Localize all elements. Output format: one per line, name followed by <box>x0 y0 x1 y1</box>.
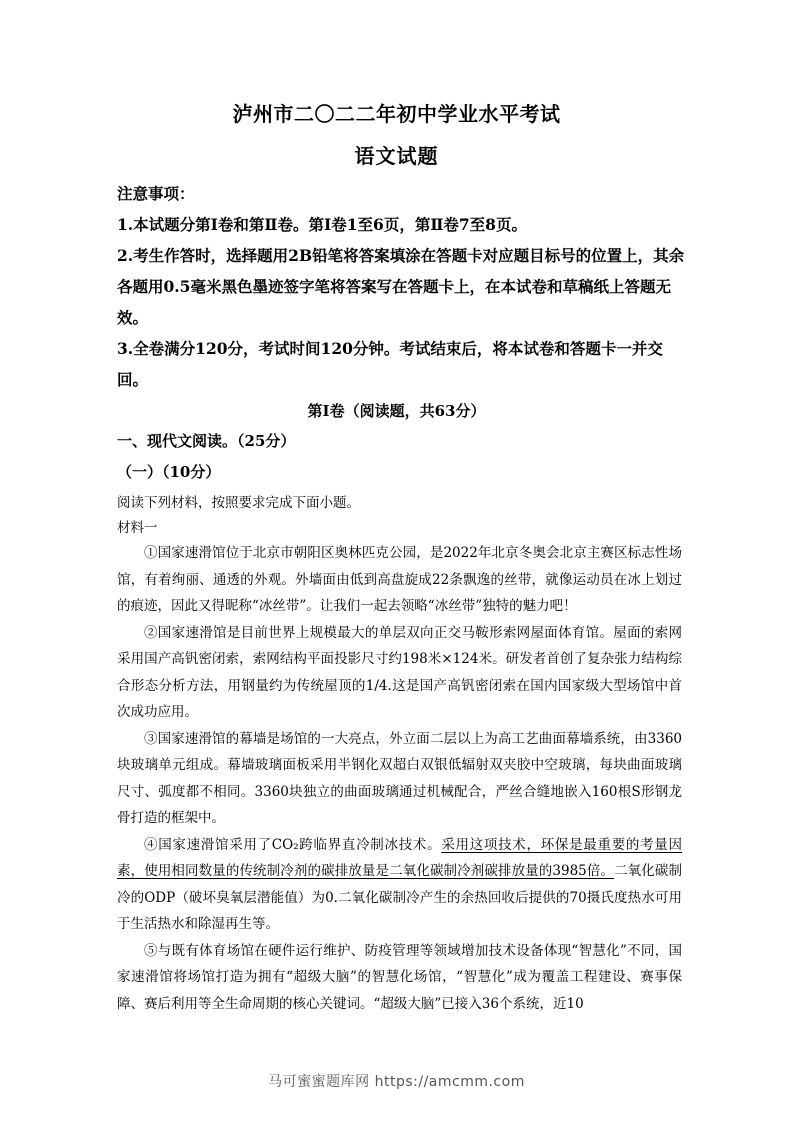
paragraph-4 <box>117 832 682 938</box>
paragraph-5: ⑤与既有体育场馆在硬件运行维护、防疫管理等领域增加技术设备体现“智慧化”不同，国家速滑馆将场馆打造为拥有“超级大脑”的智慧化场馆，“智慧化”成为覆盖工程建设、赛事保障、赛后利用等全生命周期的核心关键词。“超级大脑”已接入36个系统，近10 <box>117 942 682 1012</box>
subsection-heading: （一）（10分） <box>117 463 221 481</box>
notes-item: 3.全卷满分120分，考试时间120分钟。考试结束后，将本试卷和答题卡一并交回。 <box>117 339 663 389</box>
exam-subtitle: 语文试题 <box>354 144 439 168</box>
paragraph-1: ①国家速滑馆位于北京市朝阳区奥林匹克公园，是2022年北京冬奥会北京主赛区标志性场馆，有着绚丽、通透的外观。外墙面由低到高盘旋成22条飘逸的丝带，就像运动员在冰上划过的痕迹，因此又得昵称“冰丝带”。让我们一起去领略“冰丝带”独特的魅力吧！ <box>117 545 682 614</box>
underlined-sentence: 采用这项技术，环保是最重要的考量因素，使用相同数量的传统制冷剂的碳排放量是二氧化碳制冷剂碳排放量的3985倍。 <box>117 836 683 879</box>
notes-heading: 注意事项： <box>117 184 195 203</box>
notes-item: 2.考生作答时，选择题用2B铅笔将答案填涂在答题卡对应题目标号的位置上，其余各题用0.5毫米黑色墨迹签字笔将答案写在答题卡上，在本试卷和草稿纸上答题无效。 <box>117 246 685 327</box>
part-title: 第Ⅰ卷（阅读题，共63分） <box>307 402 486 420</box>
exam-title: 泸州市二〇二二年初中学业水平考试 <box>232 102 561 126</box>
paragraph-2: ②国家速滑馆是目前世界上规模最大的单层双向正交马鞍形索网屋面体育馆。屋面的索网采用国产高钒密闭索，索网结构平面投影尺寸约198米×124米。研发者首创了复杂张力结构综合形态分析方法，用钢量约为传统屋顶的1/4.这是国产高钒密闭索在国内国家级大型场馆中首次成功应用。 <box>117 624 682 720</box>
material-body <box>117 540 682 1017</box>
footer-watermark: 马可蜜蜜题库网 https://amcmm.com <box>268 1074 525 1090</box>
paragraph-4-tail: 二氧化碳制冷的ODP（破坏臭氧层潜能值）为0.二氧化碳制冷产生的余热回收后提供的70摄氏度热水可用于生活热水和除湿再生等。 <box>117 863 683 932</box>
material-label: 材料一 <box>117 520 158 536</box>
section-heading: 一、现代文阅读。（25分） <box>117 432 296 450</box>
paragraph-4-lead: ④国家速滑馆采用了CO₂跨临界直冷制冰技术。 <box>144 836 442 853</box>
reading-instruction: 阅读下列材料，按照要求完成下面小题。 <box>117 495 360 511</box>
paragraph-3: ③国家速滑馆的幕墙是场馆的一大亮点，外立面二层以上为高工艺曲面幕墙系统，由3360块玻璃单元组成。幕墙玻璃面板采用半钢化双超白双银低辐射双夹胶中空玻璃，每块曲面玻璃尺寸、弧度都不相同。3360块独立的曲面玻璃通过机械配合，严丝合缝地嵌入160根S形钢龙骨打造的框架中。 <box>117 730 682 826</box>
notes-item: 1.本试题分第Ⅰ卷和第Ⅱ卷。第Ⅰ卷1至6页，第Ⅱ卷7至8页。 <box>117 215 527 234</box>
notes-block <box>117 178 687 395</box>
